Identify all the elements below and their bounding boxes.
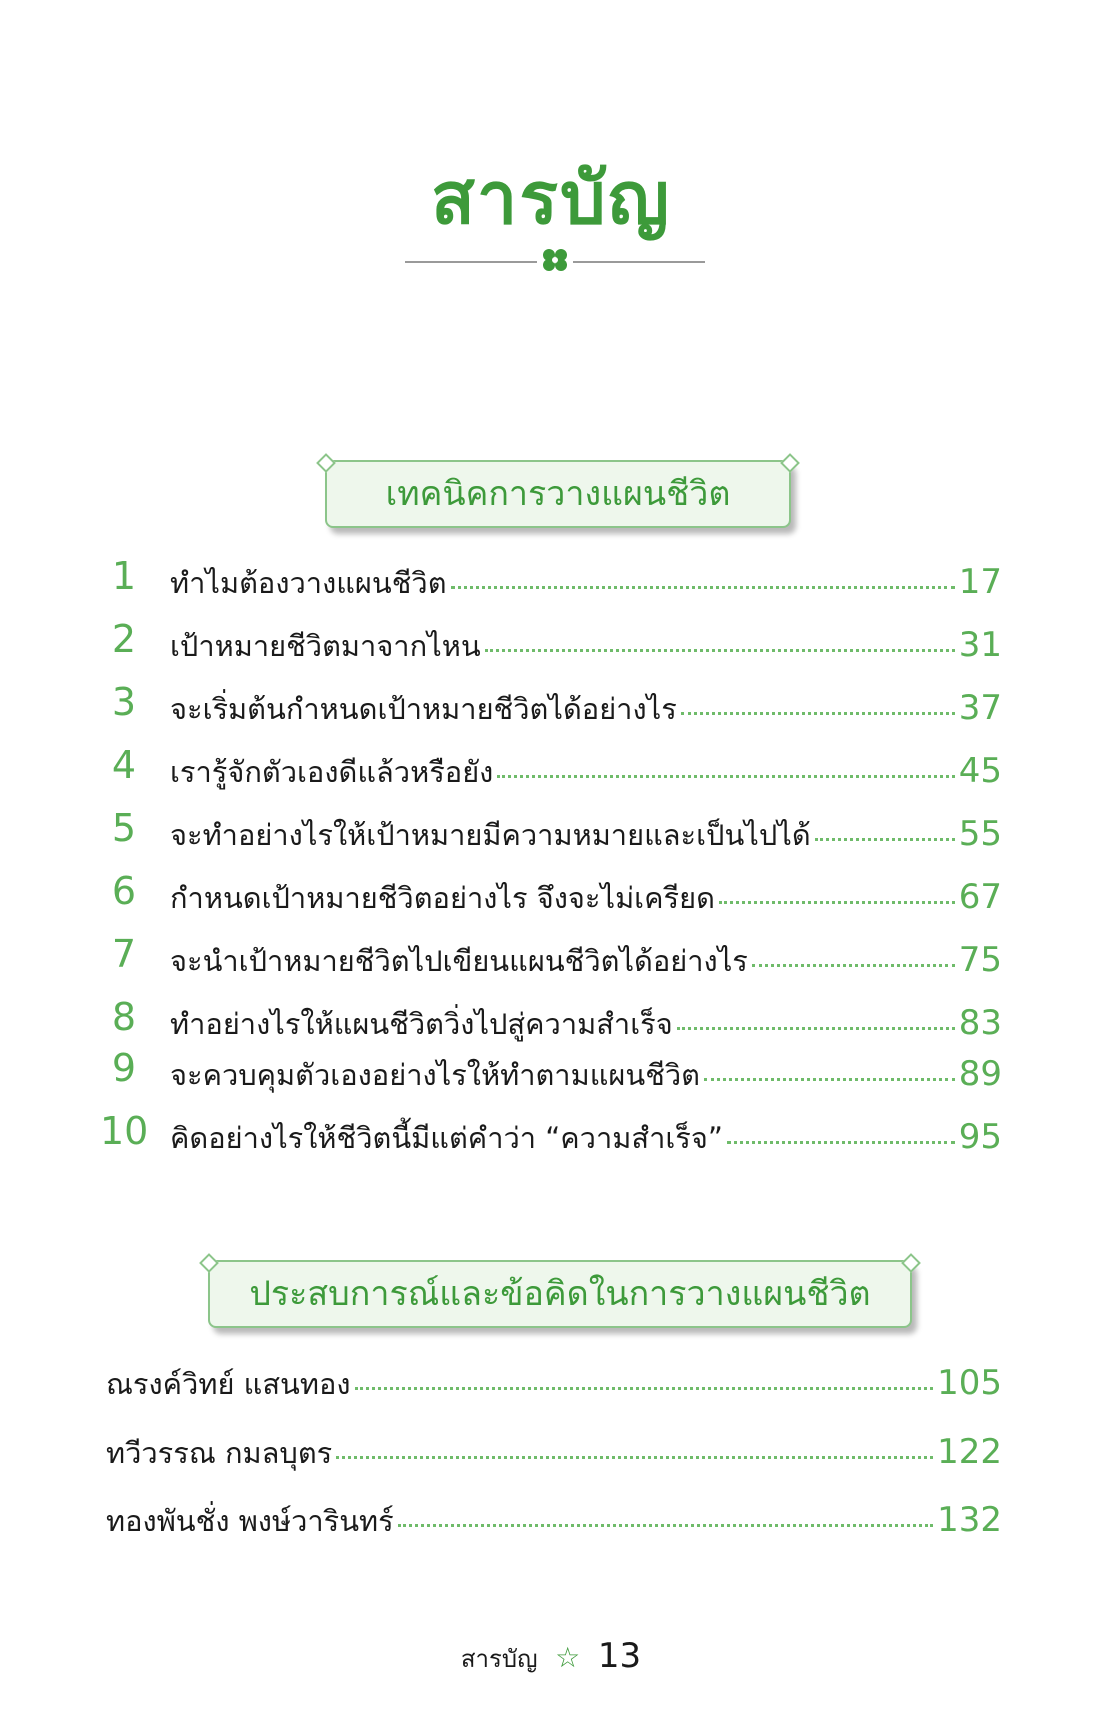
page-title: สารบัญ [430, 156, 672, 240]
chapter-number: 10 [100, 1109, 149, 1153]
toc-entry[interactable] [0, 930, 1102, 982]
toc-entry-line [106, 1361, 1002, 1407]
author-name: ณรงค์วิทย์ แสนทอง [106, 1367, 351, 1401]
entry-page: 122 [937, 1432, 1002, 1472]
dot-leader [677, 1009, 955, 1030]
toc-entry-line [170, 1052, 1002, 1098]
dot-leader [681, 694, 955, 715]
chapter-page: 83 [958, 1003, 1002, 1043]
toc-entry[interactable] [0, 1422, 1102, 1474]
chapter-page: 89 [958, 1054, 1002, 1094]
chapter-title: จะทำอย่างไรให้เป้าหมายมีความหมายและเป็นไปได้ [170, 818, 811, 852]
chapter-page: 75 [958, 940, 1002, 980]
page-number: 13 [597, 1636, 642, 1676]
dot-leader [719, 883, 955, 904]
section-heading-techniques: เทคนิคการวางแผนชีวิต [325, 460, 791, 528]
toc-entry-line [170, 938, 1002, 984]
dot-leader [704, 1060, 955, 1081]
dot-leader [497, 757, 954, 778]
toc-entry[interactable] [0, 867, 1102, 919]
dot-leader [752, 946, 955, 967]
toc-entry[interactable] [0, 804, 1102, 856]
chapter-number: 8 [111, 995, 137, 1039]
chapter-page: 45 [958, 751, 1002, 791]
chapter-title: ทำอย่างไรให้แผนชีวิตวิ่งไปสู่ความสำเร็จ [170, 1007, 673, 1041]
section-heading-experiences: ประสบการณ์และข้อคิดในการวางแผนชีวิต [208, 1260, 912, 1328]
chapter-page: 55 [958, 814, 1002, 854]
chapter-number: 1 [111, 554, 137, 598]
toc-entry[interactable] [0, 741, 1102, 793]
chapter-number: 6 [111, 869, 137, 913]
dot-leader [485, 631, 955, 652]
chapter-number: 5 [111, 806, 137, 850]
footer-label: สารบัญ [460, 1645, 538, 1673]
entry-page: 132 [937, 1500, 1002, 1540]
chapter-title: เป้าหมายชีวิตมาจากไหน [170, 629, 481, 663]
toc-entry[interactable] [0, 1353, 1102, 1405]
toc-entry[interactable] [0, 615, 1102, 667]
toc-entry-line [170, 560, 1002, 606]
chapter-title: จะควบคุมตัวเองอย่างไรให้ทำตามแผนชีวิต [170, 1058, 701, 1092]
toc-entry-line [106, 1498, 1002, 1544]
toc-entry[interactable] [0, 678, 1102, 730]
toc-entry[interactable] [0, 1490, 1102, 1542]
entry-page: 105 [937, 1363, 1002, 1403]
chapter-number: 4 [111, 743, 137, 787]
author-name: ทวีวรรณ กมลบุตร [106, 1436, 333, 1470]
chapter-page: 31 [958, 625, 1002, 665]
dot-leader [451, 568, 955, 589]
page-footer [0, 1636, 1102, 1678]
chapter-page: 37 [958, 688, 1002, 728]
toc-entry-line [170, 875, 1002, 921]
author-name: ทองพันชั่ง พงษ์วารินทร์ [106, 1504, 394, 1538]
toc-entry-line [170, 623, 1002, 669]
toc-entry-line [170, 686, 1002, 732]
chapter-number: 7 [111, 932, 137, 976]
dot-leader [727, 1123, 955, 1144]
chapter-title: กำหนดเป้าหมายชีวิตอย่างไร จึงจะไม่เครียด [170, 881, 715, 915]
chapter-page: 95 [958, 1117, 1002, 1157]
dot-leader [355, 1369, 934, 1390]
chapter-title: ทำไมต้องวางแผนชีวิต [170, 566, 447, 600]
chapter-number: 2 [111, 617, 137, 661]
chapter-page: 67 [958, 877, 1002, 917]
chapter-title: จะเริ่มต้นกำหนดเป้าหมายชีวิตได้อย่างไร [170, 692, 677, 726]
dot-leader [398, 1506, 933, 1527]
chapter-title: คิดอย่างไรให้ชีวิตนี้มีแต่คำว่า “ความสำเร็จ” [170, 1121, 723, 1155]
toc-entry-line [170, 1001, 1002, 1047]
toc-entry-line [106, 1430, 1002, 1476]
toc-entry-line [170, 812, 1002, 858]
toc-entry-line [170, 1115, 1002, 1161]
toc-entry[interactable] [0, 993, 1102, 1045]
dot-leader [336, 1438, 933, 1459]
chapter-number: 3 [111, 680, 137, 724]
star-icon: ☆ [555, 1641, 581, 1674]
chapter-title: เรารู้จักตัวเองดีแล้วหรือยัง [170, 755, 494, 789]
toc-entry[interactable] [0, 1107, 1102, 1159]
toc-entry[interactable] [0, 552, 1102, 604]
chapter-title: จะนำเป้าหมายชีวิตไปเขียนแผนชีวิตได้อย่างไร [170, 944, 748, 978]
chapter-number: 9 [111, 1046, 137, 1090]
toc-entry-line [170, 749, 1002, 795]
toc-entry[interactable] [0, 1044, 1102, 1096]
clover-ornament-icon [537, 245, 573, 277]
dot-leader [815, 820, 955, 841]
chapter-page: 17 [958, 562, 1002, 602]
